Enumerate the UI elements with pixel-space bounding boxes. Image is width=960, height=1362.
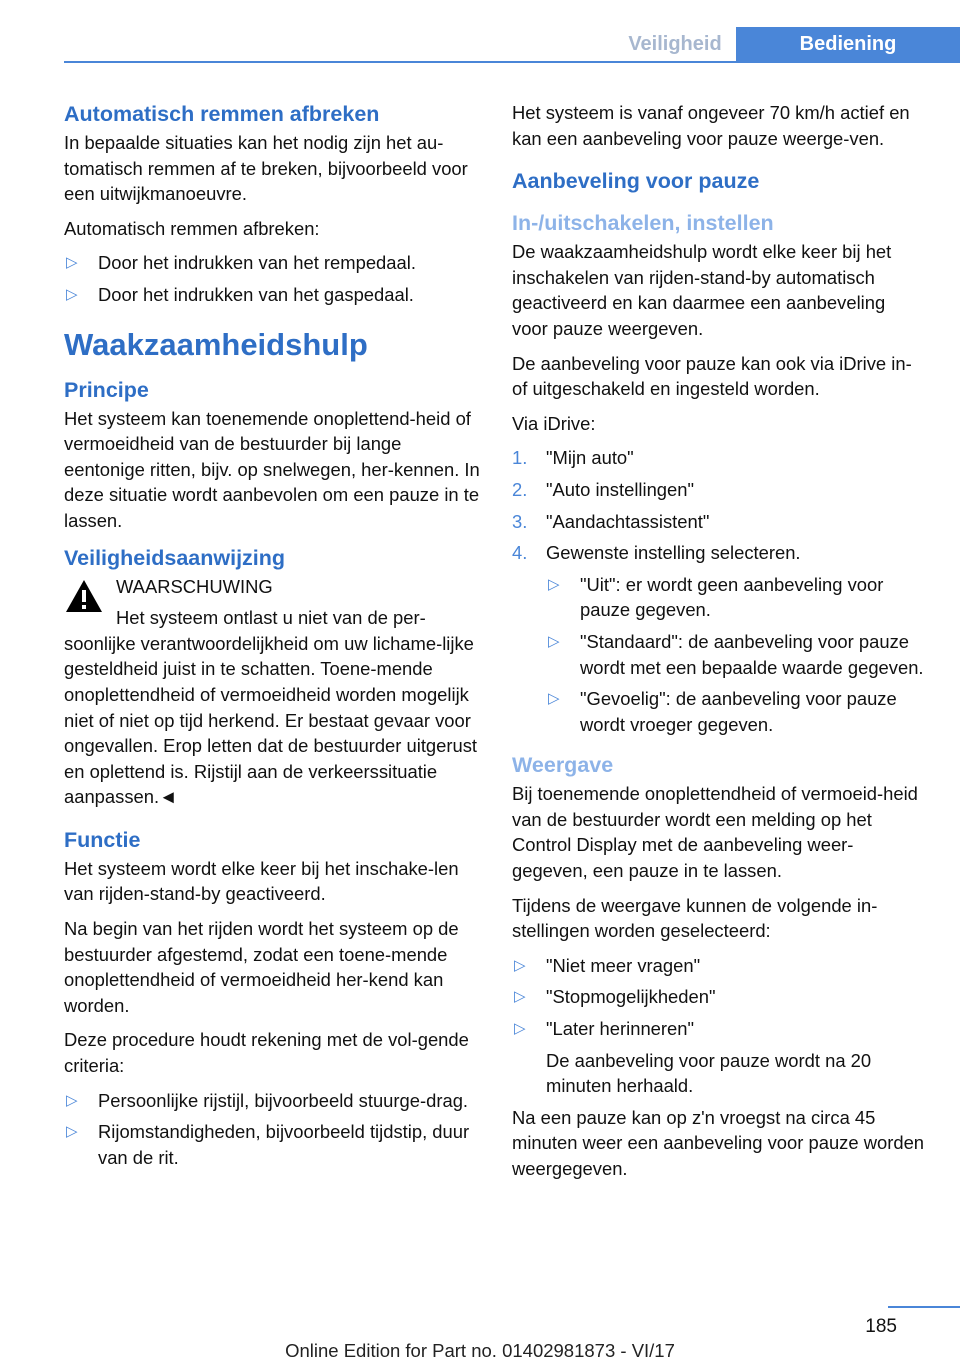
triangle-right-icon: ▷: [66, 285, 78, 303]
triangle-right-icon: ▷: [66, 1123, 78, 1141]
header-tabs: [614, 27, 960, 62]
triangle-right-icon: ▷: [514, 956, 526, 974]
list-item: [546, 572, 926, 623]
list-item: [64, 1119, 482, 1170]
list-item-text: "Gevoelig": de aanbeveling voor pauze wordt vroeger gegeven.: [580, 688, 897, 735]
list-item: [512, 445, 926, 471]
list-item: [64, 282, 482, 308]
paragraph: Na een pauze kan op z'n vroegst na circa 45 minuten weer een aanbeveling voor pauze worden weergegeven.: [512, 1106, 925, 1179]
tab-veiligheid[interactable]: Veiligheid: [614, 27, 736, 62]
paragraph: Het systeem is vanaf ongeveer 70 km/h actief en kan een aanbeveling voor pauze weerge-ven.: [512, 102, 910, 149]
section-title-brake-cancel: Automatisch remmen afbreken: [64, 102, 380, 126]
step-number: 3.: [512, 510, 528, 532]
warning-triangle-icon: [64, 578, 104, 614]
left-column: [64, 100, 482, 1176]
list-item-text: Rijomstandigheden, bijvoorbeeld tijdstip, duur van de rit.: [98, 1121, 470, 1168]
step-text: "Aandachtassistent": [546, 510, 710, 532]
page-title: Waakzaamheidshulp: [64, 326, 368, 362]
warning-body: [64, 574, 482, 810]
list-item: [512, 477, 926, 503]
list-item-text: "Uit": er wordt geen aanbeveling voor pauze gegeven.: [580, 573, 884, 621]
bullet-list: [64, 250, 482, 307]
list-item-text: "Standaard": de aanbeveling voor pauze wordt met een bepaalde waarde gegeven.: [580, 630, 924, 678]
list-item-text: Door het indrukken van het gaspedaal.: [98, 283, 414, 305]
paragraph: Automatisch remmen afbreken:: [64, 217, 320, 239]
step-number: 2.: [512, 478, 528, 500]
numbered-list: [512, 445, 926, 737]
list-item-text: "Later herinneren": [546, 1018, 695, 1040]
section-title-function: Functie: [64, 827, 141, 852]
list-item: [512, 953, 926, 979]
list-item: [512, 1016, 926, 1099]
paragraph: De aanbeveling voor pauze kan ook via iDrive in- of uitgeschakeld en ingesteld worden.: [512, 352, 912, 400]
step-text: "Mijn auto": [546, 447, 634, 469]
list-item-text: "Stopmogelijkheden": [546, 986, 716, 1008]
triangle-right-icon: ▷: [66, 1091, 78, 1109]
paragraph: Deze procedure houdt rekening met de vol-gende criteria:: [64, 1029, 469, 1077]
list-item-subtext: De aanbeveling voor pauze wordt na 20 minuten herhaald.: [546, 1049, 872, 1097]
footer-rule: [888, 1306, 960, 1308]
list-item: [512, 540, 926, 737]
paragraph: De waakzaamheidshulp wordt elke keer bij het inschakelen van rijden-stand-by automatisch geactiveerd en kan daarmee een aanbeveling voor pauze weergeven.: [512, 241, 892, 339]
paragraph: Tijdens de weergave kunnen de volgende in-stellingen worden geselecteerd:: [512, 894, 878, 942]
triangle-right-icon: ▷: [548, 690, 560, 708]
paragraph: Na begin van het rijden wordt het systeem op de bestuurder afgestemd, zodat een toene-mende onoplettendheid of vermoeidheid her-kend kan worden.: [64, 918, 459, 1016]
triangle-right-icon: ▷: [514, 988, 526, 1006]
list-item: [546, 686, 926, 737]
page-number: 185: [865, 1316, 897, 1337]
bullet-list: [546, 572, 926, 738]
list-item-text: "Niet meer vragen": [546, 954, 701, 976]
section-title-display: Weergave: [512, 753, 614, 778]
footer-edition: Online Edition for Part no. 01402981873 - VI/17: [285, 1340, 675, 1361]
tab-bediening[interactable]: Bediening: [736, 27, 960, 62]
triangle-right-icon: ▷: [66, 254, 78, 272]
step-number: 1.: [512, 447, 528, 469]
bullet-list: [64, 1088, 482, 1171]
paragraph: Het systeem wordt elke keer bij het inschake-len van rijden-stand-by geactiveerd.: [64, 857, 459, 905]
section-title-safety: Veiligheidsaanwijzing: [64, 545, 286, 570]
list-item-text: Door het indrukken van het rempedaal.: [98, 252, 416, 274]
right-column: [512, 100, 926, 1191]
triangle-right-icon: ▷: [548, 632, 560, 650]
step-text: "Auto instellingen": [546, 478, 695, 500]
warning-label: WAARSCHUWING: [116, 575, 273, 597]
list-item: [512, 984, 926, 1010]
paragraph: Via iDrive:: [512, 412, 596, 434]
list-item: [512, 509, 926, 535]
list-item: [546, 629, 926, 680]
paragraph: In bepaalde situaties kan het nodig zijn het au-tomatisch remmen af te breken, bijvoorbeeld voor een uitwijkmanoeuvre.: [64, 132, 468, 205]
list-item: [64, 250, 482, 276]
warning-text: Het systeem ontlast u niet van de per-soonlijke verantwoordelijkheid om uw lichame-lijke gesteldheid juist in te schatten. Toene-mende onoplettendheid of vermoeidheid worden mogelijk niet of niet op tijd herkend. Er bestaat gevaar voor ongevallen. Erop letten dat de bestuurder uitgerust en oplettend is. Rijstijl aan de verkeerssituatie aanpassen.◄: [64, 607, 478, 808]
header-rule: [64, 61, 960, 63]
list-item-text: Persoonlijke rijstijl, bijvoorbeeld stuurge-drag.: [98, 1089, 469, 1111]
step-text: Gewenste instelling selecteren.: [546, 542, 801, 564]
list-item: [64, 1088, 482, 1114]
step-number: 4.: [512, 542, 528, 564]
section-title-principle: Principe: [64, 377, 149, 402]
paragraph: Bij toenemende onoplettendheid of vermoeid-heid van de bestuurder wordt een melding op het Control Display met de aanbeveling weer-gegeven, een pauze in te lassen.: [512, 783, 918, 882]
bullet-list: [512, 953, 926, 1099]
section-title-pause: Aanbeveling voor pauze: [512, 169, 760, 194]
warning-block: [64, 574, 482, 810]
triangle-right-icon: ▷: [548, 575, 560, 593]
section-title-onoff: In-/uitschakelen, instellen: [512, 211, 774, 236]
paragraph: Het systeem kan toenemende onoplettend-heid of vermoeidheid van de bestuurder bij lange eentonige ritten, bijv. op snelwegen, her-kennen. In deze situatie wordt aanbevolen om een pauze in te lassen.: [64, 407, 480, 531]
triangle-right-icon: ▷: [514, 1020, 526, 1038]
